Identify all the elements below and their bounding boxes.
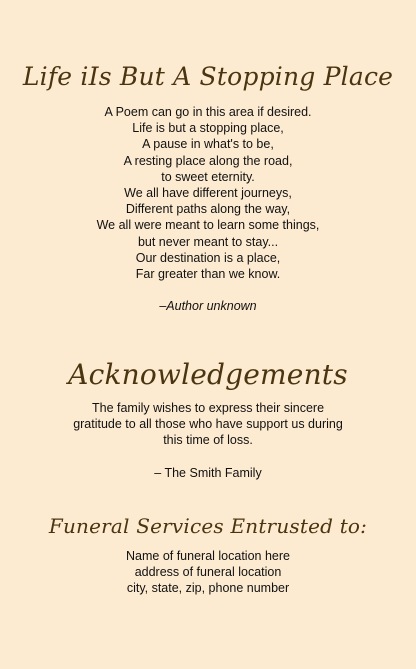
- poem-line: We all were meant to learn some things,: [96, 218, 320, 233]
- funeral-location-name: Name of funeral location here: [126, 549, 290, 563]
- funeral-location-city: city, state, zip, phone number: [126, 581, 290, 596]
- poem-line: Different paths along the way,: [125, 202, 291, 217]
- spacer: [0, 282, 416, 298]
- acknowledgements-line: The family wishes to express their sincere: [91, 401, 325, 415]
- acknowledgements-title: Acknowledgements: [68, 358, 348, 391]
- poem-line: A pause in what's to be,: [142, 137, 274, 152]
- poem-block: [0, 104, 416, 314]
- poem-title: Life iIs But A Stopping Place: [22, 62, 394, 91]
- services-block: [0, 548, 416, 597]
- acknowledgements-line: this time of loss.: [163, 433, 253, 448]
- poem-line: A Poem can go in this area if desired.: [104, 105, 312, 119]
- poem-line: A resting place along the road,: [123, 153, 293, 168]
- spacer: [0, 449, 416, 465]
- poem-line: Our destination is a place,: [135, 250, 281, 265]
- poem-author: –Author unknown: [159, 299, 257, 314]
- family-signature: – The Smith Family: [154, 465, 262, 480]
- poem-line: to sweet eternity.: [161, 169, 255, 184]
- poem-line: but never meant to stay...: [137, 234, 279, 249]
- services-title: Funeral Services Entrusted to:: [48, 514, 368, 538]
- acknowledgements-block: [0, 400, 416, 481]
- poem-line: Life is but a stopping place,: [132, 121, 284, 136]
- acknowledgements-line: gratitude to all those who have support us during: [73, 417, 343, 432]
- funeral-location-address: address of funeral location: [134, 565, 282, 580]
- poem-line: We all have different journeys,: [124, 186, 292, 201]
- poem-line: Far greater than we know.: [135, 267, 281, 282]
